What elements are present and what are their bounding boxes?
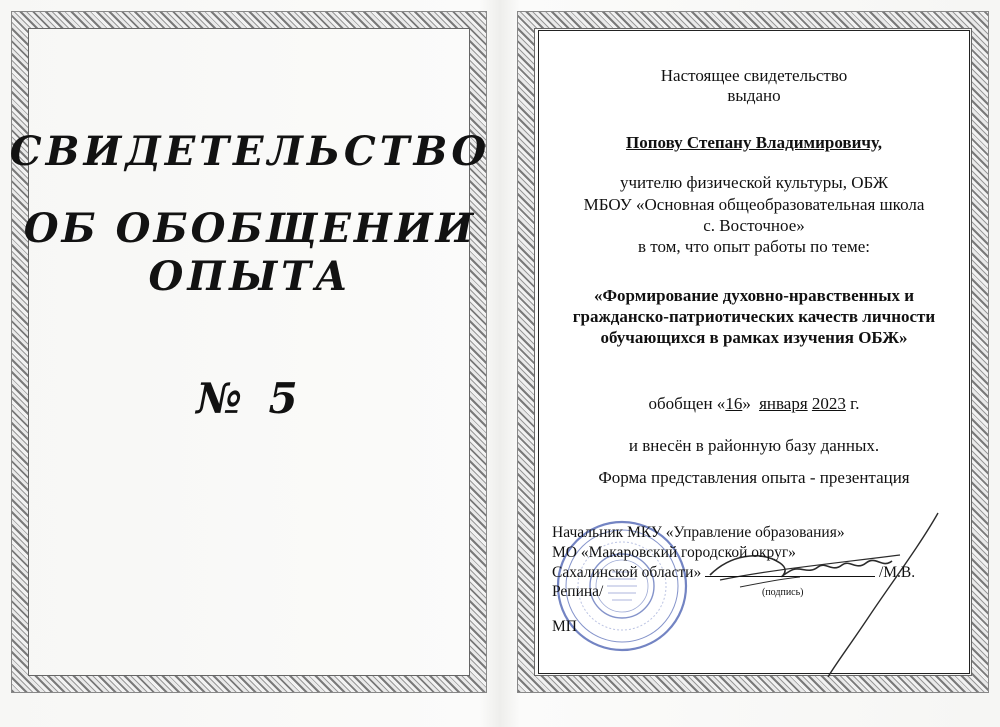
topic-line-3: обучающихся в рамках изучения ОБЖ»: [600, 328, 908, 347]
topic-line-1: «Формирование духовно-нравственных и: [593, 286, 915, 305]
date-suffix: г.: [845, 394, 860, 413]
position-line-3: с. Восточное»: [703, 216, 805, 235]
chief-title-line1: Начальник МКУ «Управление образования»: [552, 524, 845, 541]
presentation-form-line: Форма представления опыта - презентация: [598, 468, 910, 487]
chief-title-line2: МО «Макаровский городской округ»: [552, 544, 796, 561]
date-month: января: [759, 394, 808, 413]
certificate-title-line1: СВИДЕТЕЛЬСТВО: [9, 128, 491, 175]
date-prefix: обобщен «: [648, 394, 726, 413]
position-line-1: учителю физической культуры, ОБЖ: [619, 173, 889, 192]
certificate-title-line2: ОБ ОБОБЩЕНИИ: [23, 205, 477, 252]
intro-line-1: Настоящее свидетельство: [660, 66, 848, 85]
chief-title-line3: [552, 563, 962, 601]
seal-place-mark: МП: [552, 618, 577, 635]
date-day: 16: [725, 394, 743, 413]
signatory-name: /М.В. Репина/: [552, 564, 916, 600]
ornamental-frame-left: [12, 12, 486, 692]
topic-line-2: гражданско-патриотических качеств личности: [572, 307, 936, 326]
position-line-2: МБОУ «Основная общеобразовательная школа: [583, 195, 925, 214]
date-year: 2023: [811, 394, 846, 413]
date-line: [538, 394, 970, 414]
signature-caption: (подпись): [762, 587, 804, 598]
intro-line-2: выдано: [727, 86, 781, 105]
date-mid: »: [742, 394, 756, 413]
certificate-title-line3: ОПЫТА: [148, 253, 352, 300]
certificate-number: № 5: [196, 374, 304, 423]
chief-region: Сахалинской области»: [552, 564, 702, 581]
topic-intro: в том, что опыт работы по теме:: [637, 237, 871, 256]
registered-line: и внесён в районную базу данных.: [628, 436, 880, 455]
recipient-name: Попову Степану Владимировичу,: [625, 133, 883, 152]
